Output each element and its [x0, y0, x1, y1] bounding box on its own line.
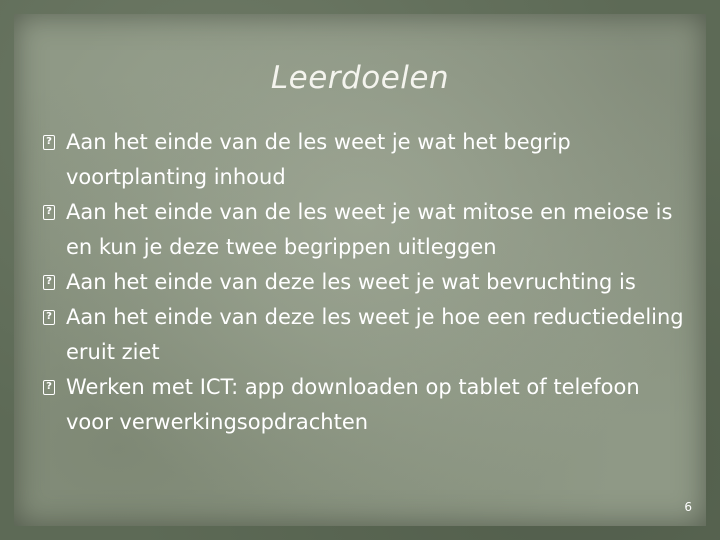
missing-glyph-icon: ?	[43, 205, 55, 220]
slide-title: Leerdoelen	[270, 60, 450, 96]
bullet-text: Werken met ICT: app downloaden op tablet of telefoon voor verwerkingsopdrachten	[66, 375, 640, 434]
bullet-list	[38, 125, 688, 440]
bullet-item-1	[38, 125, 688, 195]
bullet-text: Aan het einde van deze les weet je wat bevruchting is	[66, 270, 636, 294]
bullet-text: Aan het einde van de les weet je wat mitose en meiose is en kun je deze twee begrippen uitleggen	[66, 200, 673, 259]
bullet-item-3	[38, 265, 688, 300]
missing-glyph-icon: ?	[43, 380, 55, 395]
missing-glyph-icon: ?	[43, 310, 55, 325]
bullet-item-2	[38, 195, 688, 265]
bullet-item-4	[38, 300, 688, 370]
missing-glyph-icon: ?	[43, 275, 55, 290]
missing-glyph-icon: ?	[43, 135, 55, 150]
bullet-text: Aan het einde van deze les weet je hoe een reductiedeling eruit ziet	[66, 305, 684, 364]
bullet-text: Aan het einde van de les weet je wat het begrip voortplanting inhoud	[66, 130, 571, 189]
page-number: 6	[684, 500, 692, 514]
bullet-item-5	[38, 370, 688, 440]
